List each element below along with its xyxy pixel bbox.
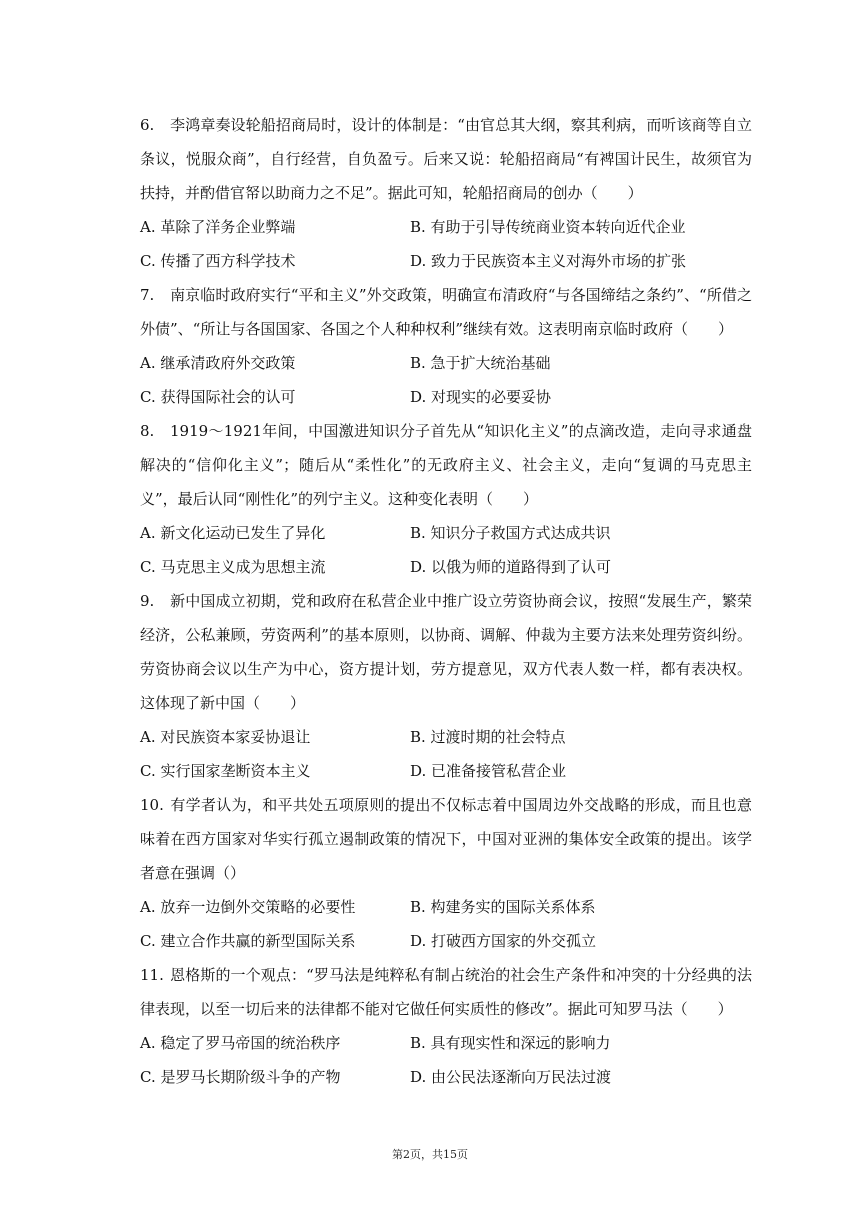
question-text: 1919～1921年间，中国激进知识分子首先从“知识化主义”的点滴改造，走向寻求通盘解决的“信仰化主义”；随后从“柔性化”的无政府主义、社会主义，走向“复调的马克思主义”，最后认同“刚性化”的列宁主义。这种变化表明（ ） [140, 422, 752, 508]
question-6 [140, 108, 752, 278]
question-11 [140, 958, 752, 1094]
options [140, 346, 752, 414]
option-b: B. 具有现实性和深远的影响力 [410, 1034, 611, 1052]
option-a: A. 放弃一边倒外交策略的必要性 [140, 898, 356, 916]
question-number: 9. [140, 592, 155, 610]
option-a: A. 革除了洋务企业弊端 [140, 218, 296, 236]
option-a: A. 新文化运动已发生了异化 [140, 524, 326, 542]
question-number: 7. [140, 286, 155, 304]
question-stem [140, 584, 752, 720]
question-number: 11. [140, 966, 164, 984]
question-text: 有学者认为，和平共处五项原则的提出不仅标志着中国周边外交战略的形成，而且也意味着在西方国家对华实行孤立遏制政策的情况下，中国对亚洲的集体安全政策的提出。该学者意在强调（） [140, 796, 752, 882]
options [140, 210, 752, 278]
question-list [140, 108, 752, 1094]
options [140, 516, 752, 584]
option-b: B. 知识分子救国方式达成共识 [410, 524, 611, 542]
option-c: C. 是罗马长期阶级斗争的产物 [140, 1068, 341, 1086]
options [140, 890, 752, 958]
page-footer: 第2页，共15页 [392, 1148, 468, 1161]
options [140, 1026, 752, 1094]
option-d: D. 致力于民族资本主义对海外市场的扩张 [410, 252, 687, 270]
option-d: D. 以俄为师的道路得到了认可 [410, 558, 612, 576]
question-10 [140, 788, 752, 958]
option-a: A. 对民族资本家妥协退让 [140, 728, 311, 746]
options [140, 720, 752, 788]
option-d: D. 打破西方国家的外交孤立 [410, 932, 597, 950]
option-d: D. 已准备接管私营企业 [410, 762, 567, 780]
question-text: 李鸿章奏设轮船招商局时，设计的体制是：“由官总其大纲，察其利病，而听该商等自立条议，悦服众商”，自行经营，自负盈亏。后来又说：轮船招商局“有裨国计民生，故须官为扶持，并酌借官帑以助商力之不足”。据此可知，轮船招商局的创办（ ） [140, 116, 752, 202]
option-d: D. 由公民法逐渐向万民法过渡 [410, 1068, 612, 1086]
question-text: 南京临时政府实行“平和主义”外交政策，明确宣布清政府“与各国缔结之条约”、“所借之外债”、“所让与各国国家、各国之个人种种权利”继续有效。这表明南京临时政府（ ） [140, 286, 752, 338]
option-a: A. 稳定了罗马帝国的统治秩序 [140, 1034, 341, 1052]
option-b: B. 急于扩大统治基础 [410, 354, 551, 372]
option-b: B. 构建务实的国际关系体系 [410, 898, 596, 916]
question-9 [140, 584, 752, 788]
option-c: C. 实行国家垄断资本主义 [140, 762, 311, 780]
question-number: 6. [140, 116, 155, 134]
question-stem [140, 414, 752, 516]
question-number: 8. [140, 422, 155, 440]
option-b: B. 过渡时期的社会特点 [410, 728, 566, 746]
question-stem [140, 958, 752, 1026]
option-b: B. 有助于引导传统商业资本转向近代企业 [410, 218, 686, 236]
question-stem [140, 278, 752, 346]
question-text: 新中国成立初期，党和政府在私营企业中推广设立劳资协商会议，按照“发展生产，繁荣经济，公私兼顾，劳资两利”的基本原则，以协商、调解、仲裁为主要方法来处理劳资纠纷。劳资协商会议以生产为中心，资方提计划，劳方提意见，双方代表人数一样，都有表决权。这体现了新中国（ ） [140, 592, 752, 712]
option-c: C. 获得国际社会的认可 [140, 388, 296, 406]
option-c: C. 马克思主义成为思想主流 [140, 558, 326, 576]
option-c: C. 建立合作共赢的新型国际关系 [140, 932, 356, 950]
option-d: D. 对现实的必要妥协 [410, 388, 552, 406]
question-7 [140, 278, 752, 414]
question-text: 恩格斯的一个观点：“罗马法是纯粹私有制占统治的社会生产条件和冲突的十分经典的法律表现，以至一切后来的法律都不能对它做任何实质性的修改”。据此可知罗马法（ ） [140, 966, 752, 1018]
question-stem [140, 108, 752, 210]
option-a: A. 继承清政府外交政策 [140, 354, 296, 372]
question-number: 10. [140, 796, 164, 814]
option-c: C. 传播了西方科学技术 [140, 252, 296, 270]
question-stem [140, 788, 752, 890]
question-8 [140, 414, 752, 584]
